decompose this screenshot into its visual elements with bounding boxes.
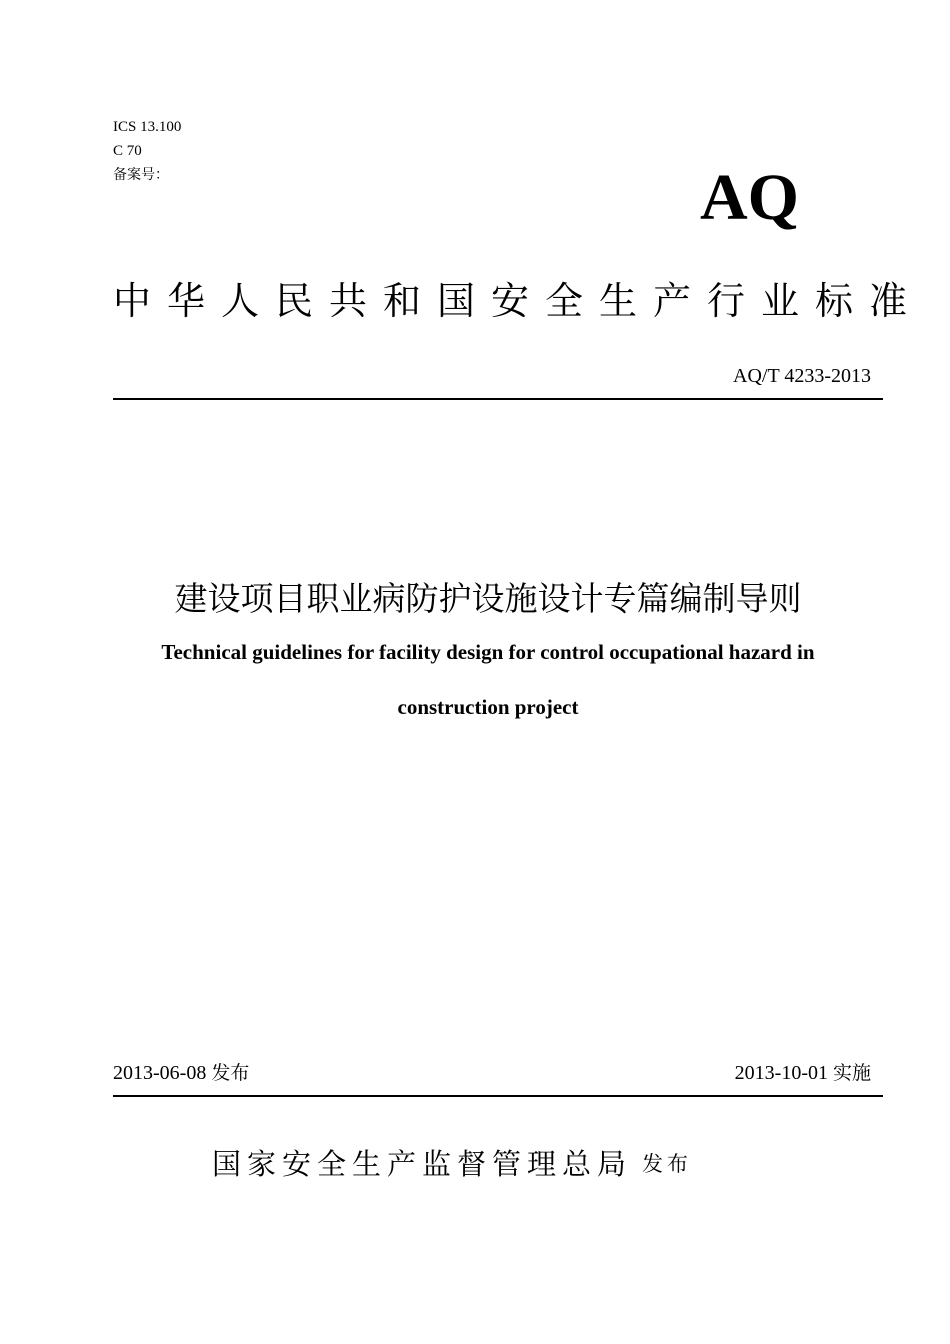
effective-date-value: 2013-10-01 [734, 1062, 828, 1084]
document-title-en-line1: Technical guidelines for facility design for control occupational hazard in [161, 640, 815, 664]
bottom-divider [113, 1095, 883, 1097]
standard-title: 中华人民共和国安全生产行业标准 [113, 279, 924, 323]
issuer-name: 国家安全生产监督管理总局 [212, 1147, 633, 1181]
effective-date-label: 实施 [832, 1062, 871, 1084]
top-divider [113, 398, 883, 400]
standard-number: AQ/T 4233-2013 [733, 365, 871, 387]
aq-logo: AQ [700, 161, 799, 234]
record-number-label: 备案号： [113, 167, 169, 183]
classification-code: C 70 [113, 143, 142, 159]
issuer [212, 1144, 692, 1184]
ics-code: ICS 13.100 [113, 119, 182, 135]
document-title-en-line2: construction project [397, 695, 579, 719]
effective-date [735, 1060, 871, 1086]
publish-date-value: 2013-06-08 [113, 1062, 207, 1084]
publish-date [113, 1060, 249, 1086]
issuer-action: 发布 [642, 1152, 693, 1176]
publish-date-label: 发布 [211, 1062, 250, 1084]
document-title-cn: 建设项目职业病防护设施设计专篇编制导则 [174, 579, 802, 618]
